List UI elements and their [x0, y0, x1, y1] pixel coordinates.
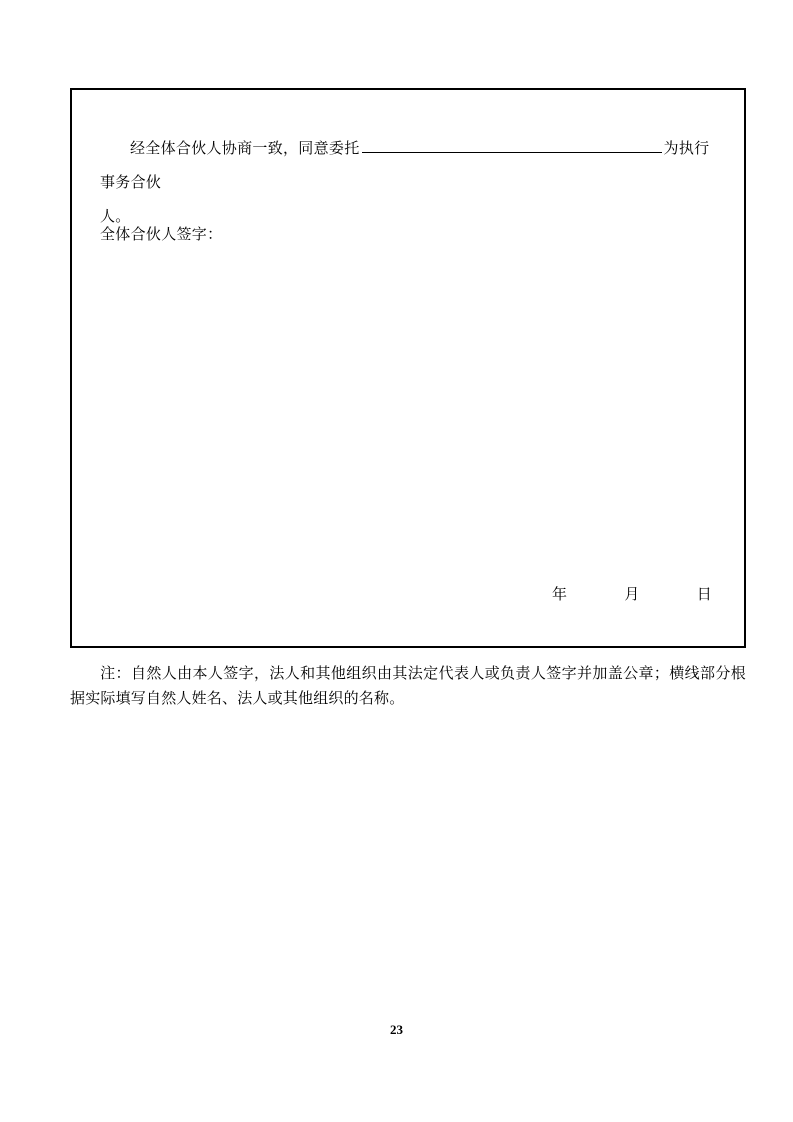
clause-prefix-text: 经全体合伙人协商一致，同意委托: [130, 141, 360, 157]
authorization-form-box: [70, 88, 746, 648]
date-row: [552, 583, 712, 604]
date-day-label: 日: [696, 587, 712, 603]
note-label: 注：: [100, 666, 131, 682]
note-text: 自然人由本人签字，法人和其他组织由其法定代表人或负责人签字并加盖公章；横线部分根据实际填写自然人姓名、法人或其他组织的名称。: [70, 666, 746, 707]
form-note: [70, 662, 746, 712]
date-year-label: 年: [552, 587, 568, 603]
date-month-label: 月: [624, 587, 640, 603]
clause-second-line: 人。: [100, 209, 131, 225]
entrusted-partner-blank[interactable]: [362, 135, 662, 153]
all-partners-signature-label: 全体合伙人签字：: [100, 227, 223, 243]
clause-suffix-text: 为执行事务合伙: [100, 141, 710, 191]
authorization-clause: [100, 132, 722, 234]
page-number: 23: [390, 1022, 403, 1037]
